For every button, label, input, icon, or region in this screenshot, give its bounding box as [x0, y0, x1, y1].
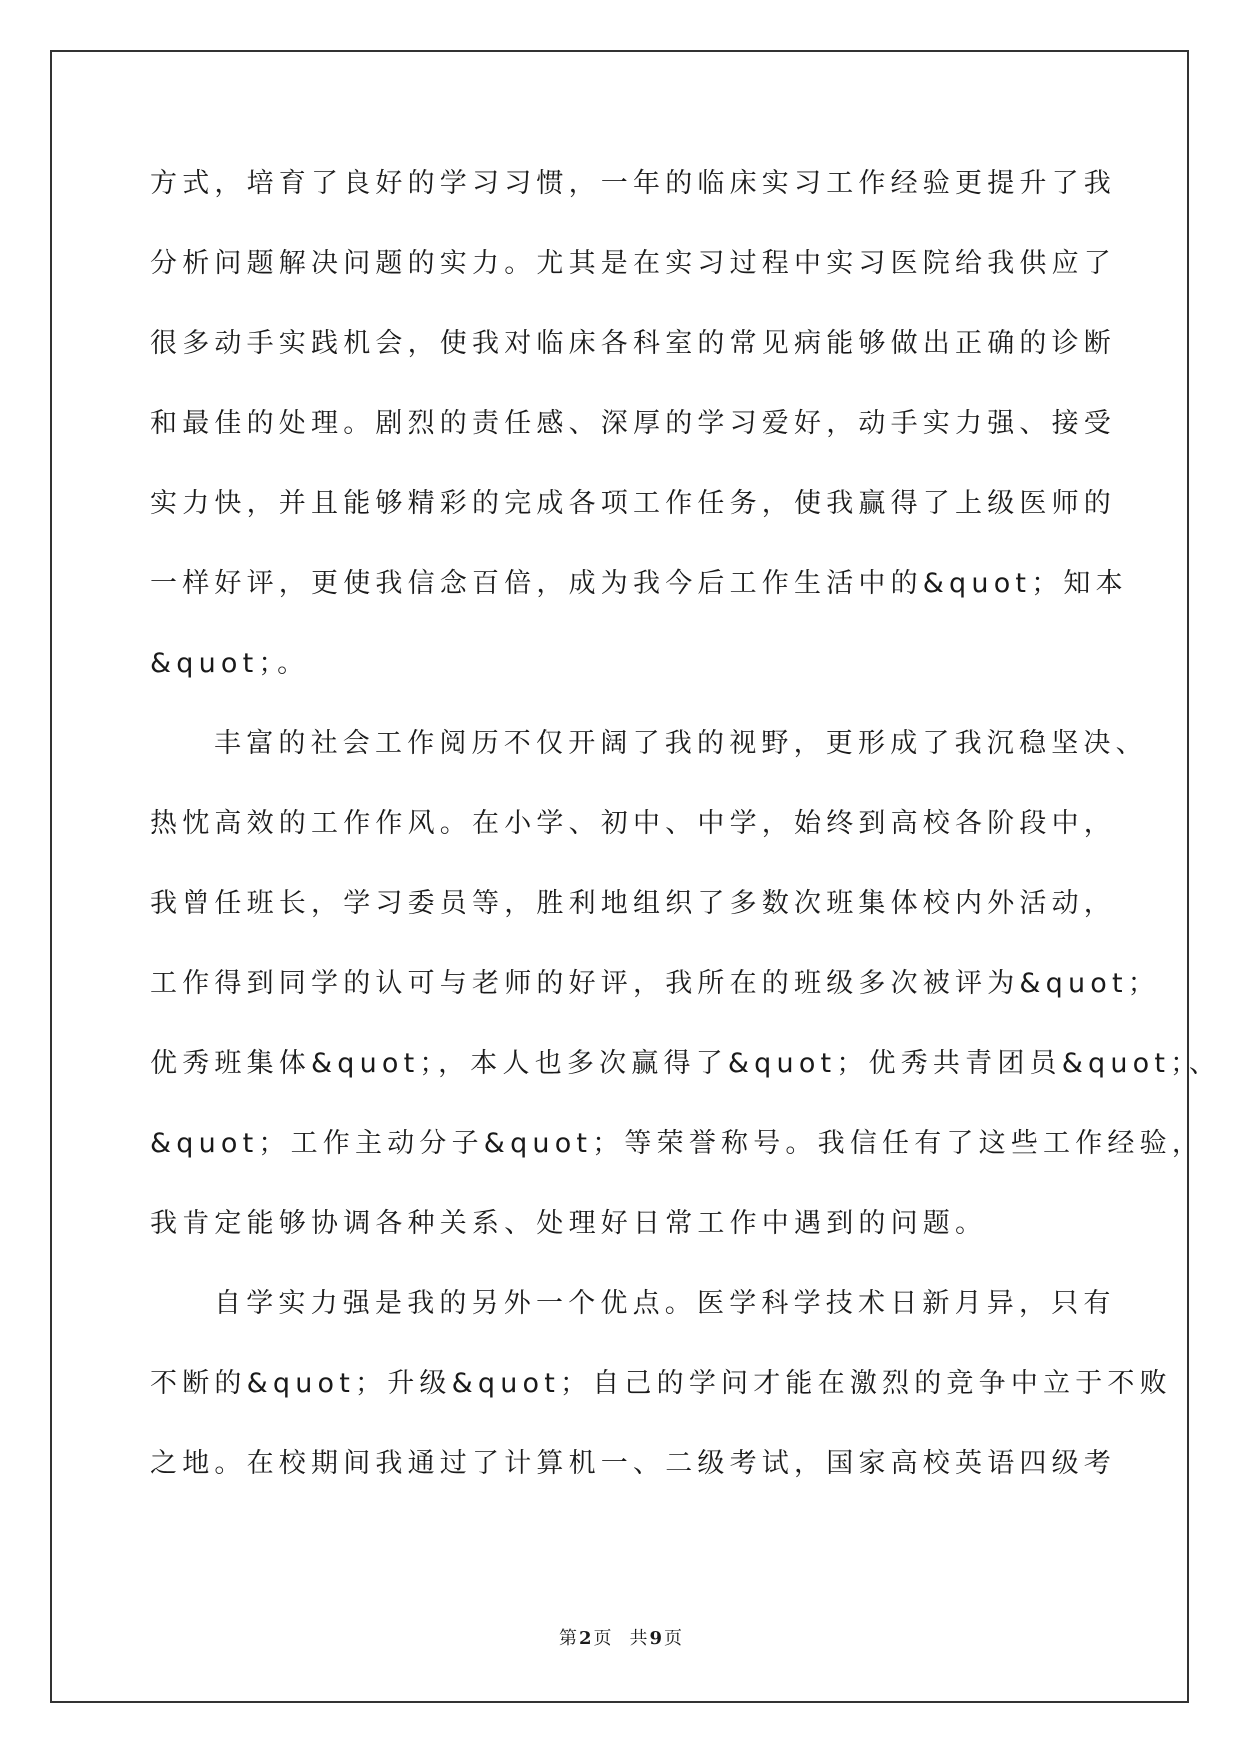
total-suffix: 页 [664, 1628, 683, 1649]
text-line: 和最佳的处理。剧烈的责任感、深厚的学习爱好，动手实力强、接受 [150, 408, 1116, 439]
text-line: 之地。在校期间我通过了计算机一、二级考试，国家高校英语四级考 [150, 1448, 1116, 1479]
text-line: 方式，培育了良好的学习习惯，一年的临床实习工作经验更提升了我 [150, 168, 1116, 199]
text-line: 实力快，并且能够精彩的完成各项工作任务，使我赢得了上级医师的 [150, 488, 1116, 519]
text-line: 分析问题解决问题的实力。尤其是在实习过程中实习医院给我供应了 [150, 248, 1116, 279]
text-line: 工作得到同学的认可与老师的好评，我所在的班级多次被评为&quot； [150, 968, 1161, 999]
text-line: 热忱高效的工作作风。在小学、初中、中学，始终到高校各阶段中， [150, 808, 1116, 839]
text-line: 一样好评，更使我信念百倍，成为我今后工作生活中的&quot；知本 [150, 568, 1128, 599]
paragraph-first-line: 自学实力强是我的另外一个优点。医学科学技术日新月异，只有 [214, 1288, 1116, 1319]
paragraph-first-line: 丰富的社会工作阅历不仅开阔了我的视野，更形成了我沉稳坚决、 [214, 728, 1148, 759]
text-line: 优秀班集体&quot；，本人也多次赢得了&quot；优秀共青团员&quot；、 [150, 1048, 1222, 1079]
page-suffix: 页 [593, 1628, 612, 1649]
text-line: 我肯定能够协调各种关系、处理好日常工作中遇到的问题。 [150, 1208, 988, 1239]
text-line: 很多动手实践机会，使我对临床各科室的常见病能够做出正确的诊断 [150, 328, 1116, 359]
text-line: 我曾任班长，学习委员等，胜利地组织了多数次班集体校内外活动， [150, 888, 1116, 919]
page-total: 9 [649, 1628, 663, 1649]
page-current: 2 [578, 1628, 592, 1649]
text-line: &quot；。 [150, 648, 310, 679]
page-footer [0, 1624, 1241, 1650]
total-prefix: 共 [629, 1628, 648, 1649]
text-line: 不断的&quot；升级&quot；自己的学问才能在激烈的竞争中立于不败 [150, 1368, 1172, 1399]
text-line: &quot；工作主动分子&quot；等荣誉称号。我信任有了这些工作经验， [150, 1128, 1205, 1159]
page-prefix: 第 [558, 1628, 577, 1649]
